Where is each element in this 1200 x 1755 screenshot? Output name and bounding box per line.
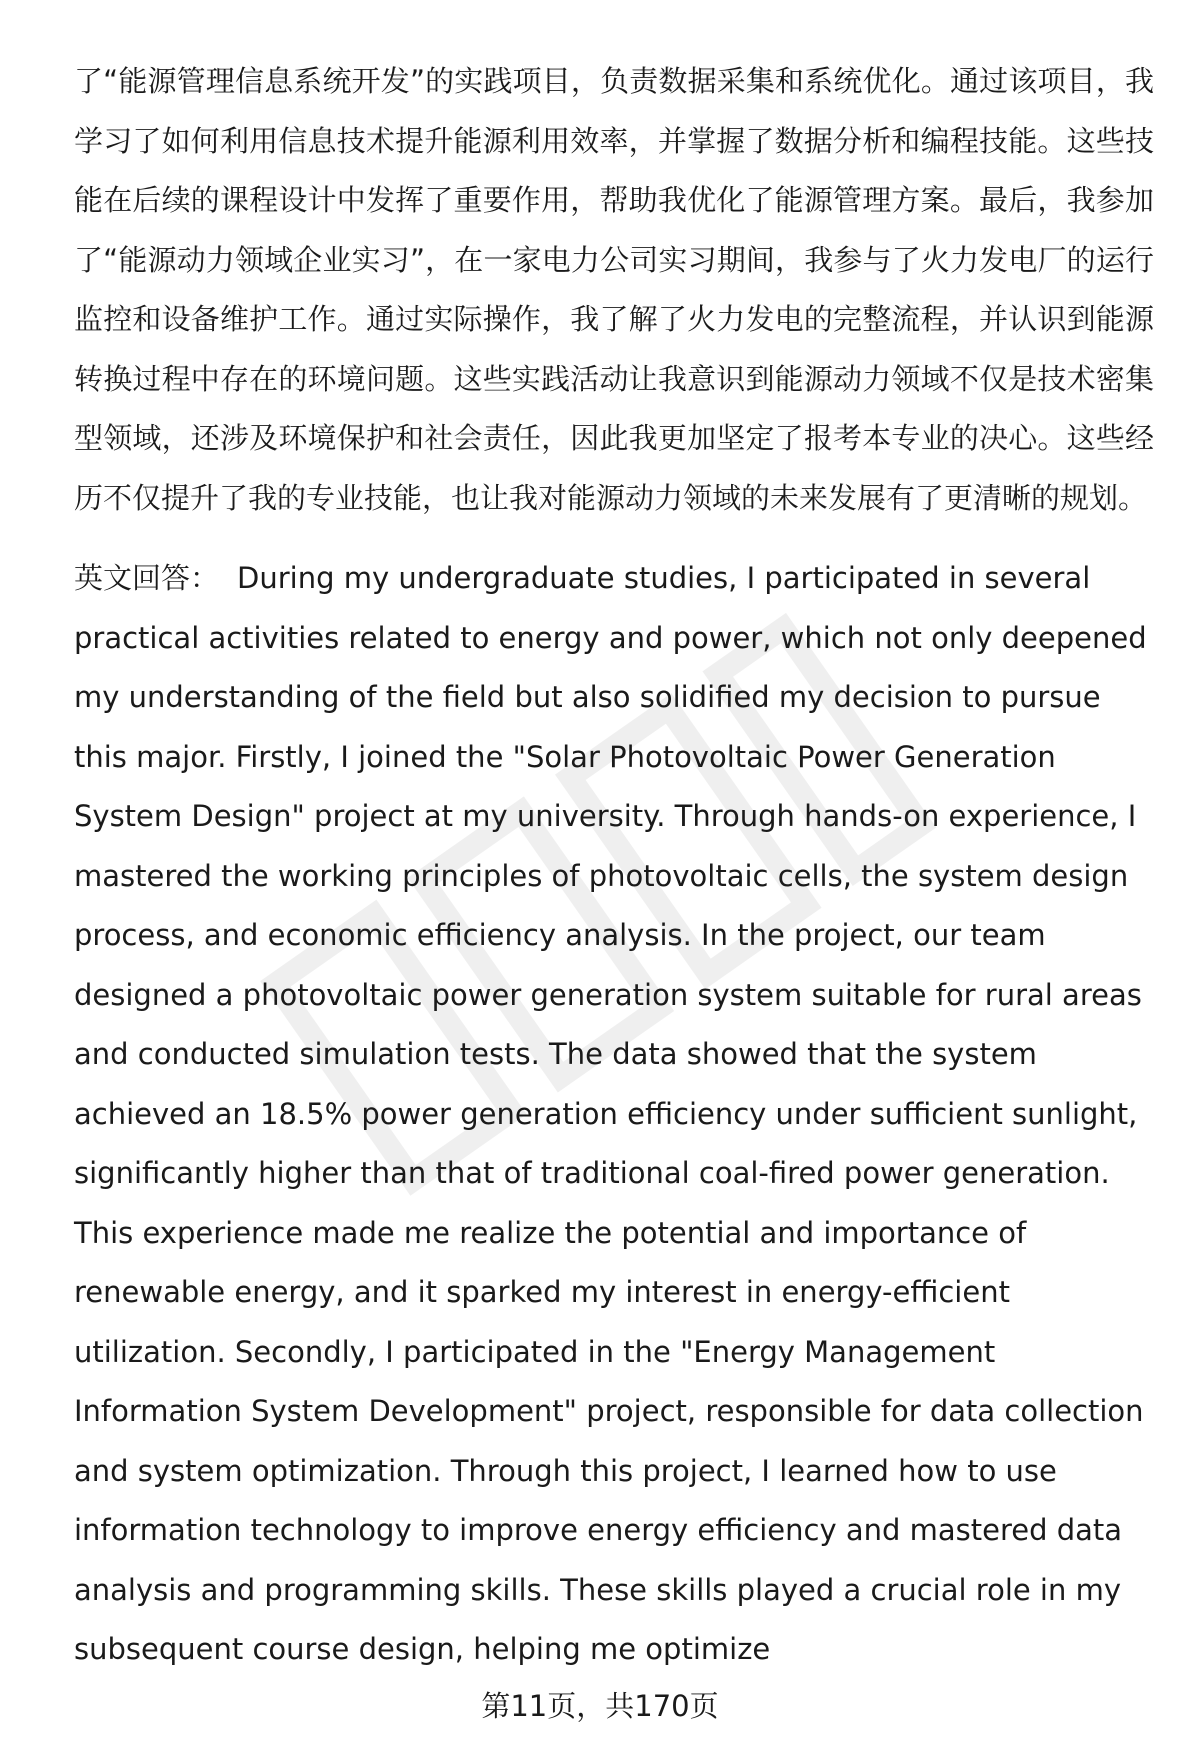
english-answer: [74, 549, 1154, 1680]
paragraph-gap: [74, 528, 1154, 549]
english-answer-text: During my undergraduate studies, I participated in several practical activities related to energy and power, which not only deepened my understanding of the field but also solidified my decision to pursue this major. Firstly, I joined the "Solar Photovoltaic Power Generation System Design" project at my university. Through hands-on experience, I mastered the working principles of photovoltaic cells, the system design process, and economic efficiency analysis. In the project, our team designed a photovoltaic power generation system suitable for rural areas and conducted simulation tests. The data showed that the system achieved an 18.5% power generation efficiency under sufficient sunlight, significantly higher than that of traditional coal-fired power generation. This experience made me realize the potential and importance of renewable energy, and it sparked my interest in energy-efficient utilization. Secondly, I participated in the "Energy Management Information System Development" project, responsible for data collection and system optimization. Through this project, I learned how to use information technology to improve energy efficiency and mastered data analysis and programming skills. These skills played a crucial role in my subsequent course design, helping me optimize: [74, 561, 1147, 1666]
chinese-paragraph: 了“能源管理信息系统开发”的实践项目，负责数据采集和系统优化。通过该项目，我学习了如何利用信息技术提升能源利用效率，并掌握了数据分析和编程技能。这些技能在后续的课程设计中发挥了重要作用，帮助我优化了能源管理方案。最后，我参加了“能源动力领域企业实习”，在一家电力公司实习期间，我参与了火力发电厂的运行监控和设备维护工作。通过实际操作，我了解了火力发电的完整流程，并认识到能源转换过程中存在的环境问题。这些实践活动让我意识到能源动力领域不仅是技术密集型领域，还涉及环境保护和社会责任，因此我更加坚定了报考本专业的决心。这些经历不仅提升了我的专业技能，也让我对能源动力领域的未来发展有了更清晰的规划。: [74, 64, 1154, 515]
page-indicator: 第11页，共170页: [481, 1689, 719, 1723]
english-answer-label: 英文回答：: [74, 561, 220, 595]
document-page: [74, 52, 1154, 1680]
page-footer: [0, 1686, 1200, 1726]
